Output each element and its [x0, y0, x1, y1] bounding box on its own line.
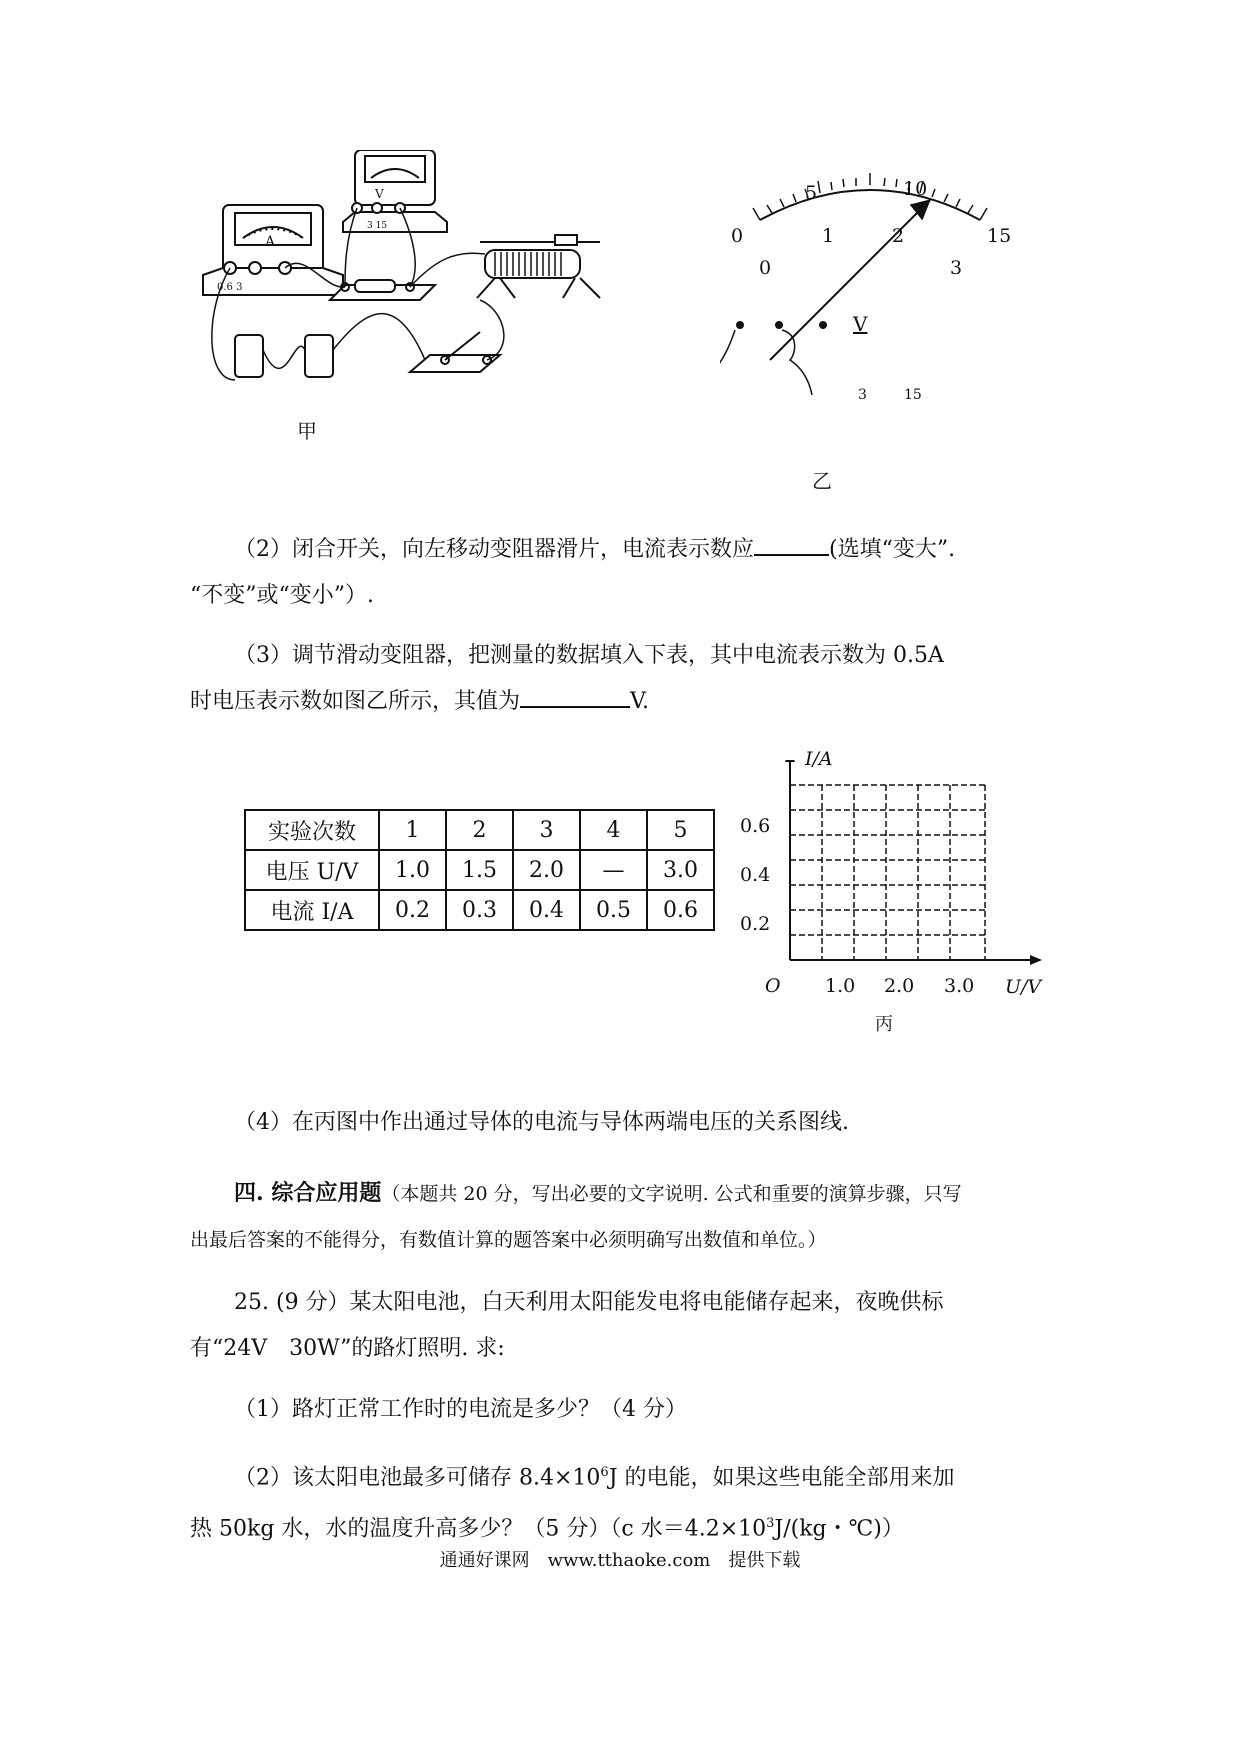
- question-3: [190, 633, 1070, 725]
- table-row: [245, 890, 714, 930]
- voltmeter-needle: [770, 200, 930, 360]
- table-cell: 0.4: [513, 890, 580, 930]
- table-cell: 1.5: [446, 850, 513, 890]
- experiment-data-table: [244, 809, 715, 931]
- voltmeter-icon: [343, 150, 447, 232]
- ammeter-terminal-labels: 0.6 3: [217, 282, 243, 293]
- yi-top-scale-0: 0: [731, 225, 744, 247]
- bing-x-axis-label: U/V: [1005, 976, 1042, 998]
- q2-answer-blank[interactable]: [754, 532, 829, 556]
- q2-text-b: (选填“变大”.: [829, 537, 956, 562]
- q4-text: （4）在丙图中作出通过导体的电流与导体两端电压的关系图线.: [234, 1110, 849, 1135]
- question-25-sub2: [190, 1450, 1070, 1553]
- table-cell: 2.0: [513, 850, 580, 890]
- section-4-note-a: （本题共 20 分，写出必要的文字说明. 公式和重要的演算步骤，只写: [381, 1183, 962, 1205]
- figure-bing-graph[interactable]: [780, 760, 1060, 990]
- table-cell: 2: [446, 810, 513, 850]
- ammeter-letter: A: [265, 234, 276, 250]
- table-cell: 3.0: [647, 850, 714, 890]
- table-cell: 实验次数: [245, 810, 379, 850]
- question-25: [190, 1280, 1070, 1372]
- table-cell: —: [580, 850, 647, 890]
- voltmeter-terminal-labels: 3 15: [367, 221, 388, 231]
- table-row: [245, 850, 714, 890]
- q3-answer-blank[interactable]: [520, 684, 630, 708]
- voltmeter-letter: V: [375, 187, 384, 201]
- q25-sub2-b-pre: 热 50kg 水，水的温度升高多少？（5 分）（c 水＝4.2×10: [190, 1516, 767, 1542]
- section-4: [190, 1170, 1070, 1263]
- bing-y-tick-0.6: 0.6: [740, 815, 771, 837]
- yi-top-scale-5: 5: [805, 182, 818, 204]
- yi-bottom-scale-1: 1: [822, 225, 835, 247]
- question-25-sub1: [190, 1387, 1070, 1433]
- table-cell: 电压 U/V: [245, 850, 379, 890]
- table-cell: 0.6: [647, 890, 714, 930]
- q25-sub2-a-pre: （2）该太阳电池最多可储存 8.4×10: [234, 1465, 601, 1491]
- q2-text-a: （2）闭合开关，向左移动变阻器滑片，电流表示数应: [234, 537, 754, 562]
- figure-yi-caption: 乙: [812, 469, 832, 493]
- figure-bing-caption: 丙: [875, 1014, 893, 1035]
- battery-icon: [235, 335, 333, 377]
- yi-terminal-3: 3: [858, 387, 867, 403]
- table-cell: 0.2: [379, 890, 446, 930]
- q3-text-a: （3）调节滑动变阻器，把测量的数据填入下表，其中电流表示数为 0.5A: [234, 643, 944, 668]
- section-4-note-b: 出最后答案的不能得分，有数值计算的题答案中必须明确写出数值和单位。）: [190, 1229, 827, 1251]
- q25-sub1: （1）路灯正常工作时的电流是多少？（4 分）: [234, 1397, 687, 1422]
- table-cell: 3: [513, 810, 580, 850]
- q25-sub2-b-post: J/(kg・℃)）: [774, 1516, 904, 1542]
- question-4: [190, 1100, 1070, 1146]
- q25-sub2-a-post: J 的电能，如果这些电能全部用来加: [608, 1465, 955, 1491]
- bing-origin-label: O: [765, 975, 781, 997]
- yi-top-scale-10: 10: [903, 178, 928, 200]
- yi-bottom-scale-3: 3: [950, 257, 963, 279]
- yi-terminal-15: 15: [904, 387, 922, 403]
- table-cell: 0.3: [446, 890, 513, 930]
- q25-text-a: 25. (9 分）某太阳电池，白天利用太阳能发电将电能储存起来，夜晚供标: [234, 1290, 944, 1315]
- bing-y-axis-label: I/A: [805, 748, 833, 770]
- yi-bottom-scale-0: 0: [759, 257, 772, 279]
- table-cell: 5: [647, 810, 714, 850]
- rheostat-icon: [477, 235, 600, 298]
- table-cell: 4: [580, 810, 647, 850]
- question-2: [190, 527, 1070, 619]
- bing-x-tick-1.0: 1.0: [825, 975, 856, 997]
- q3-text-c: V.: [630, 689, 650, 714]
- section-4-title: 四. 综合应用题: [234, 1180, 382, 1206]
- bing-x-tick-3.0: 3.0: [944, 975, 975, 997]
- table-cell: 电流 I/A: [245, 890, 379, 930]
- yi-meter-letter: V: [853, 312, 868, 336]
- q25-sub2-b-exp: 3: [766, 1516, 775, 1532]
- page-footer: 通通好课网 www.tthaoke.com 提供下载: [439, 1550, 801, 1571]
- figure-yi-voltmeter-dial: [720, 160, 1020, 420]
- switch-icon: [410, 332, 500, 372]
- q25-text-b: 有“24V 30W”的路灯照明. 求:: [190, 1336, 505, 1361]
- table-cell: 1.0: [379, 850, 446, 890]
- q2-text-c: “不变”或“变小”）.: [190, 583, 374, 608]
- bing-y-tick-0.4: 0.4: [740, 864, 771, 886]
- q25-sub2-a-exp: 6: [600, 1465, 609, 1480]
- bing-y-tick-0.2: 0.2: [740, 913, 771, 935]
- q3-text-b: 时电压表示数如图乙所示，其值为: [190, 689, 521, 714]
- figure-jia-circuit: [195, 150, 725, 450]
- table-cell: 0.5: [580, 890, 647, 930]
- table-cell: 1: [379, 810, 446, 850]
- table-row: [245, 810, 714, 850]
- figure-jia-caption: 甲: [297, 419, 317, 443]
- bing-x-tick-2.0: 2.0: [884, 975, 915, 997]
- yi-bottom-scale-2: 2: [892, 225, 905, 247]
- yi-top-scale-15: 15: [987, 225, 1012, 247]
